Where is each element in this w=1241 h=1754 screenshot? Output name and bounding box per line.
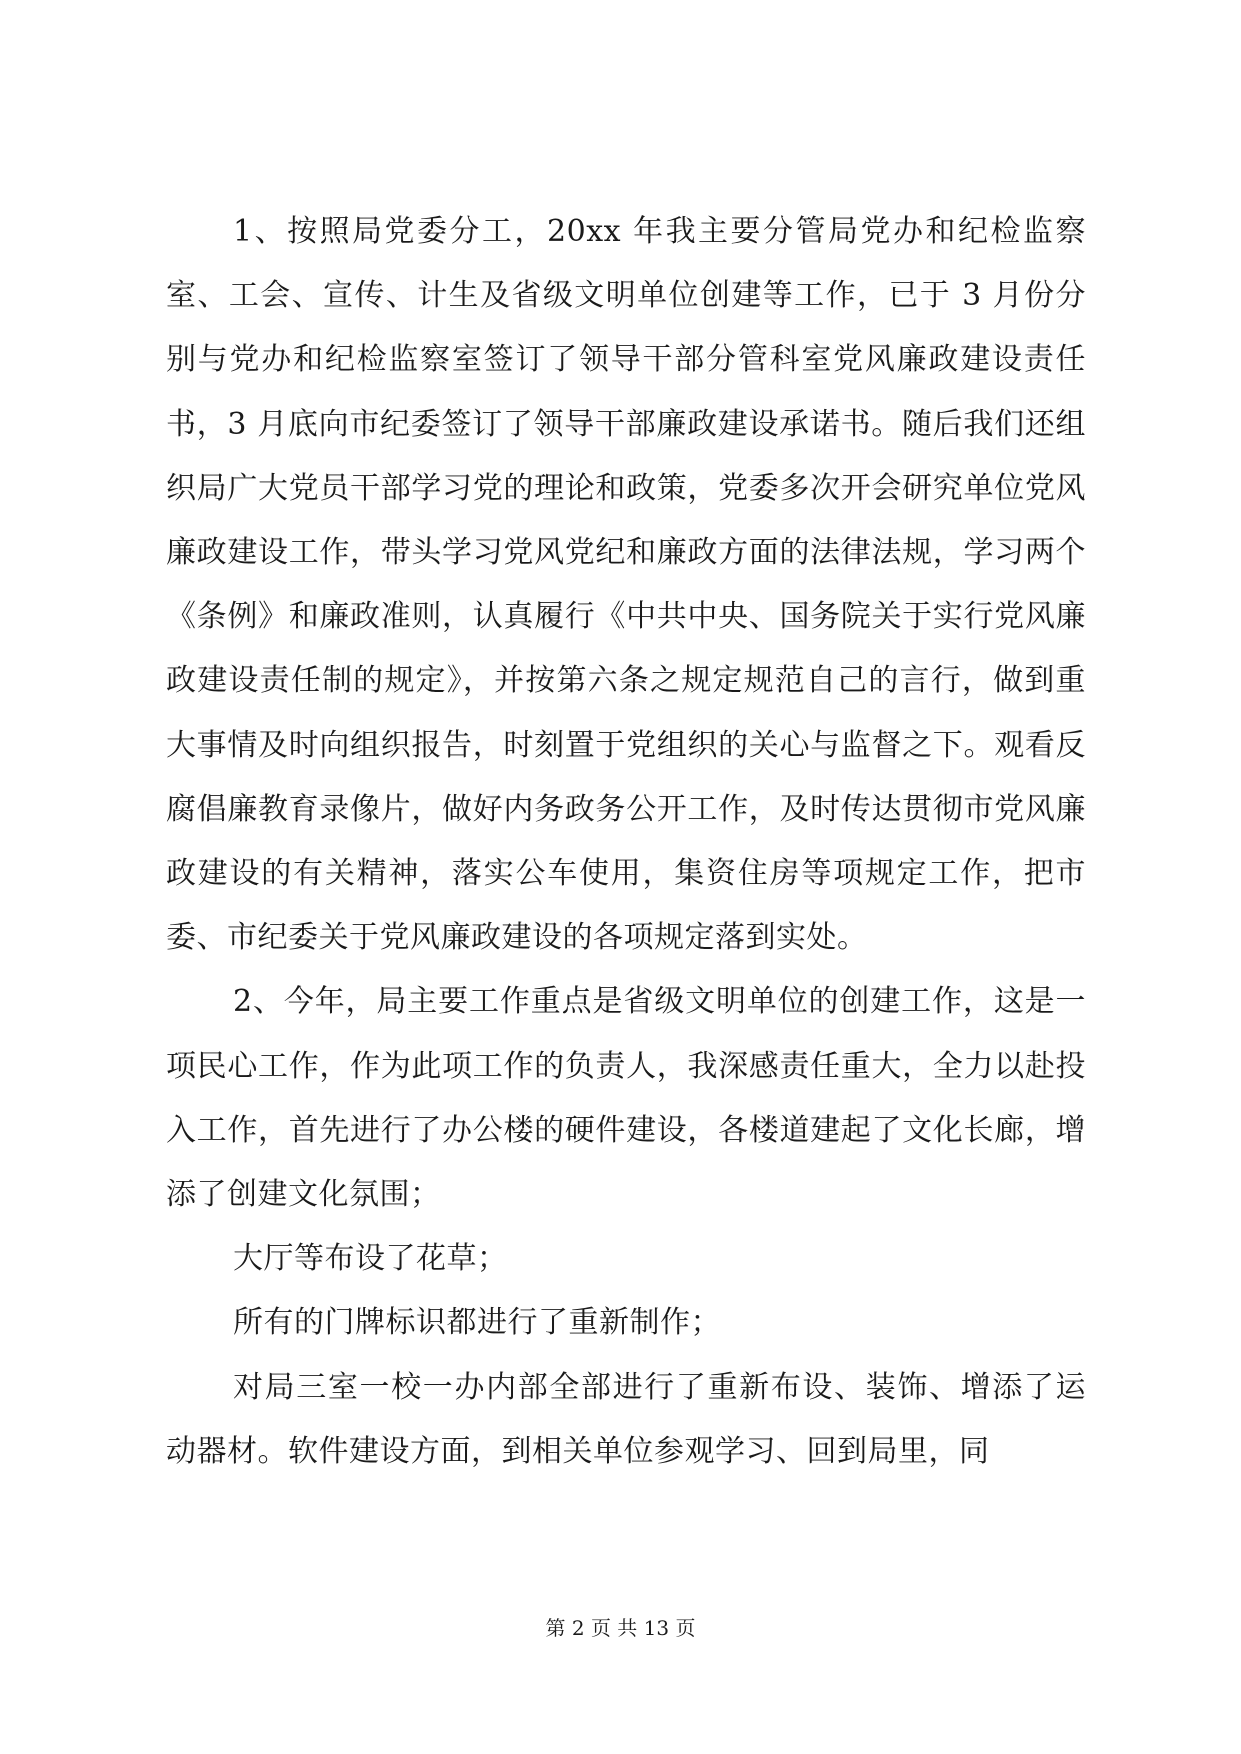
paragraph-3: 大厅等布设了花草； — [233, 1241, 508, 1277]
paragraph-5: 对局三室一校一办内部全部进行了重新布设、装饰、增添了运动器材。软件建设方面，到相关单位参观学习、回到局里，同 — [166, 1369, 1086, 1469]
document-body — [166, 200, 1086, 1484]
paragraph-2: 2、今年，局主要工作重点是省级文明单位的创建工作，这是一项民心工作，作为此项工作的负责人，我深感责任重大，全力以赴投入工作，首先进行了办公楼的硬件建设，各楼道建起了文化长廊，增添了创建文化氛围； — [166, 984, 1086, 1213]
page-number-footer: 第 2 页 共 13 页 — [545, 1616, 696, 1640]
paragraph-1: 1、按照局党委分工，20xx 年我主要分管局党办和纪检监察室、工会、宣传、计生及省级文明单位创建等工作，已于 3 月份分别与党办和纪检监察室签订了领导干部分管科室党风廉政建设责任书，3 月底向市纪委签订了领导干部廉政建设承诺书。随后我们还组织局广大党员干部学习党的理论和政策，党委多次开会研究单位党风廉政建设工作，带头学习党风党纪和廉政方面的法律法规，学习两个《条例》和廉政准则，认真履行《中共中央、国务院关于实行党风廉政建设责任制的规定》，并按第六条之规定规范自己的言行，做到重大事情及时向组织报告，时刻置于党组织的关心与监督之下。观看反腐倡廉教育录像片，做好内务政务公开工作，及时传达贯彻市党风廉政建设的有关精神，落实公车使用，集资住房等项规定工作，把市委、市纪委关于党风廉政建设的各项规定落到实处。 — [166, 214, 1086, 956]
paragraph-4: 所有的门牌标识都进行了重新制作； — [233, 1305, 721, 1341]
